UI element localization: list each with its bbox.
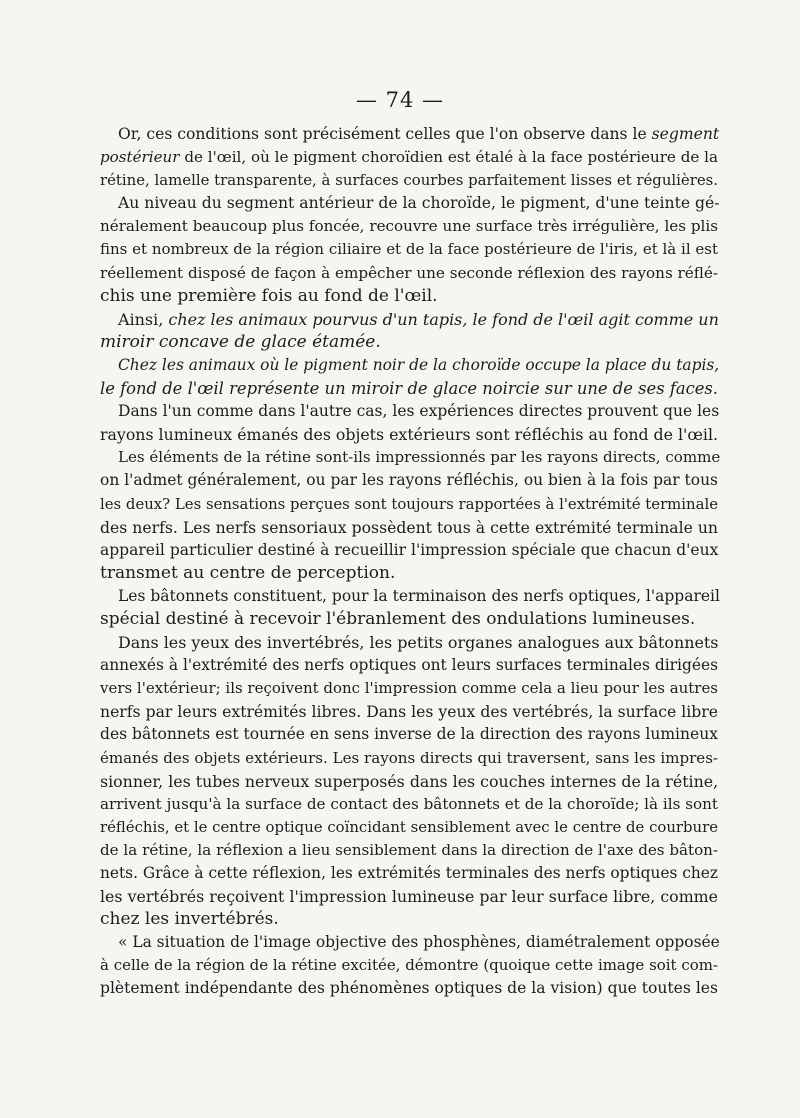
text-run: Dans les yeux des invertébrés, les petits organes analogues aux bâtonnets	[118, 633, 719, 653]
text-line	[100, 146, 718, 169]
text-line	[100, 285, 718, 308]
text-run: nets. Grâce à cette réflexion, les extrémités terminales des nerfs optiques chez	[100, 864, 718, 882]
text-run: Les éléments de la rétine sont-ils impressionnés par les rayons directs, comme	[118, 448, 721, 467]
text-line	[100, 262, 718, 285]
text-line	[100, 585, 718, 608]
text-line	[100, 423, 718, 446]
text-line	[100, 770, 718, 793]
text-line	[100, 654, 718, 677]
text-run: réfléchis, et le centre optique coïncidant sensiblement avec le centre de courbure	[100, 817, 718, 836]
text-line	[100, 308, 718, 331]
text-run: on l'admet généralement, ou par les rayons réfléchis, ou bien à la fois par tous	[100, 471, 718, 490]
italic-text: postérieur	[100, 148, 180, 167]
text-line	[100, 238, 718, 261]
text-run: les deux? Les sensations perçues sont toujours rapportées à l'extrémité terminale	[100, 494, 718, 513]
text-run: appareil particulier destiné à recueillir l'impression spéciale que chacun d'eux	[100, 540, 719, 559]
text-line	[100, 400, 718, 423]
text-line	[100, 215, 718, 238]
text-run: des nerfs. Les nerfs sensoriaux possèdent tous à cette extrémité terminale un	[100, 517, 718, 537]
italic-text: segment	[651, 125, 720, 143]
text-run: de l'œil, où le pigment choroïdien est étalé à la face postérieure de la	[179, 148, 718, 167]
text-run: sionner, les tubes nerveux superposés dans les couches internes de la rétine,	[100, 771, 719, 791]
text-line	[100, 446, 721, 469]
text-run: rétine, lamelle transparente, à surfaces courbes parfaitement lisses et régulières.	[100, 171, 718, 190]
text-run: annexés à l'extrémité des nerfs optiques ont leurs surfaces terminales dirigées	[100, 656, 718, 675]
italic-text: chez les animaux pourvus d'un tapis, le fond de l'œil agit comme un	[168, 309, 719, 329]
text-line	[100, 331, 718, 354]
text-line	[100, 977, 718, 1000]
text-line	[100, 700, 718, 723]
text-run: « La situation de l'image objective des phosphènes, diamétralement opposée	[118, 933, 720, 952]
text-run: Or, ces conditions sont précisément celles que l'on observe dans le	[118, 125, 652, 143]
text-run: transmet au centre de perception.	[100, 562, 396, 583]
text-run: Au niveau du segment antérieur de la choroïde, le pigment, d'une teinte gé-	[118, 194, 720, 213]
text-line	[100, 908, 718, 931]
text-run: Ainsi,	[118, 309, 169, 329]
text-line	[100, 954, 718, 977]
text-run: nerfs par leurs extrémités libres. Dans les yeux des vertébrés, la surface libre	[100, 702, 718, 722]
page-number: — 74 —	[355, 88, 445, 112]
text-line	[100, 816, 718, 839]
text-run: Dans l'un comme dans l'autre cas, les expériences directes prouvent que les	[118, 402, 720, 421]
text-line	[100, 793, 718, 816]
text-line	[100, 608, 718, 631]
italic-text: le fond de l'œil représente un miroir de glace noircie sur une de ses faces.	[100, 379, 718, 399]
text-run: de la rétine, la réflexion a lieu sensiblement dans la direction de l'axe des bâton-	[100, 840, 718, 859]
text-line	[100, 169, 718, 192]
text-line	[100, 839, 718, 862]
text-line	[100, 931, 718, 954]
text-line	[100, 469, 718, 492]
body-text	[100, 123, 721, 1001]
text-run: réellement disposé de façon à empêcher une seconde réflexion des rayons réflé-	[100, 263, 719, 282]
text-line	[100, 493, 718, 516]
text-line	[100, 377, 718, 400]
text-line	[100, 747, 718, 770]
text-run: des bâtonnets est tournée en sens inverse de la direction des rayons lumineux	[100, 725, 718, 744]
text-line	[100, 562, 718, 585]
text-line	[100, 192, 718, 215]
text-run: vers l'extérieur; ils reçoivent donc l'impression comme cela a lieu pour les autres	[100, 679, 718, 698]
text-run: Les bâtonnets constituent, pour la terminaison des nerfs optiques, l'appareil	[118, 586, 720, 605]
text-run: plètement indépendante des phénomènes optiques de la vision) que toutes les	[100, 979, 718, 998]
text-run: les vertébrés reçoivent l'impression lumineuse par leur surface libre, comme	[100, 887, 718, 907]
text-run: chez les invertébrés.	[100, 909, 279, 930]
text-line	[100, 723, 718, 746]
text-line	[100, 516, 718, 539]
text-run: fins et nombreux de la région ciliaire et de la face postérieure de l'iris, et là il est	[100, 240, 718, 259]
text-line	[100, 862, 718, 885]
text-run: arrivent jusqu'à la surface de contact des bâtonnets et de la choroïde; là ils sont	[100, 794, 718, 813]
text-run: à celle de la région de la rétine excitée, démontre (quoique cette image soit com-	[100, 956, 718, 975]
text-run: néralement beaucoup plus foncée, recouvre une surface très irrégulière, les plis	[100, 217, 718, 236]
text-line	[100, 539, 718, 562]
italic-text: Chez les animaux où le pigment noir de la choroïde occupe la place du tapis,	[118, 355, 720, 374]
text-run: rayons lumineux émanés des objets extérieurs sont réfléchis au fond de l'œil.	[100, 425, 718, 445]
text-line	[100, 123, 718, 146]
text-line	[100, 354, 718, 377]
text-line	[100, 631, 718, 654]
text-line	[100, 677, 718, 700]
text-run: spécial destiné à recevoir l'ébranlement des ondulations lumineuses.	[100, 608, 696, 629]
text-line	[100, 885, 718, 908]
text-run: chis une première fois au fond de l'œil.	[100, 285, 438, 306]
italic-text: miroir concave de glace étamée.	[100, 331, 381, 352]
text-run: émanés des objets extérieurs. Les rayons directs qui traversent, sans les impres-	[100, 748, 718, 767]
